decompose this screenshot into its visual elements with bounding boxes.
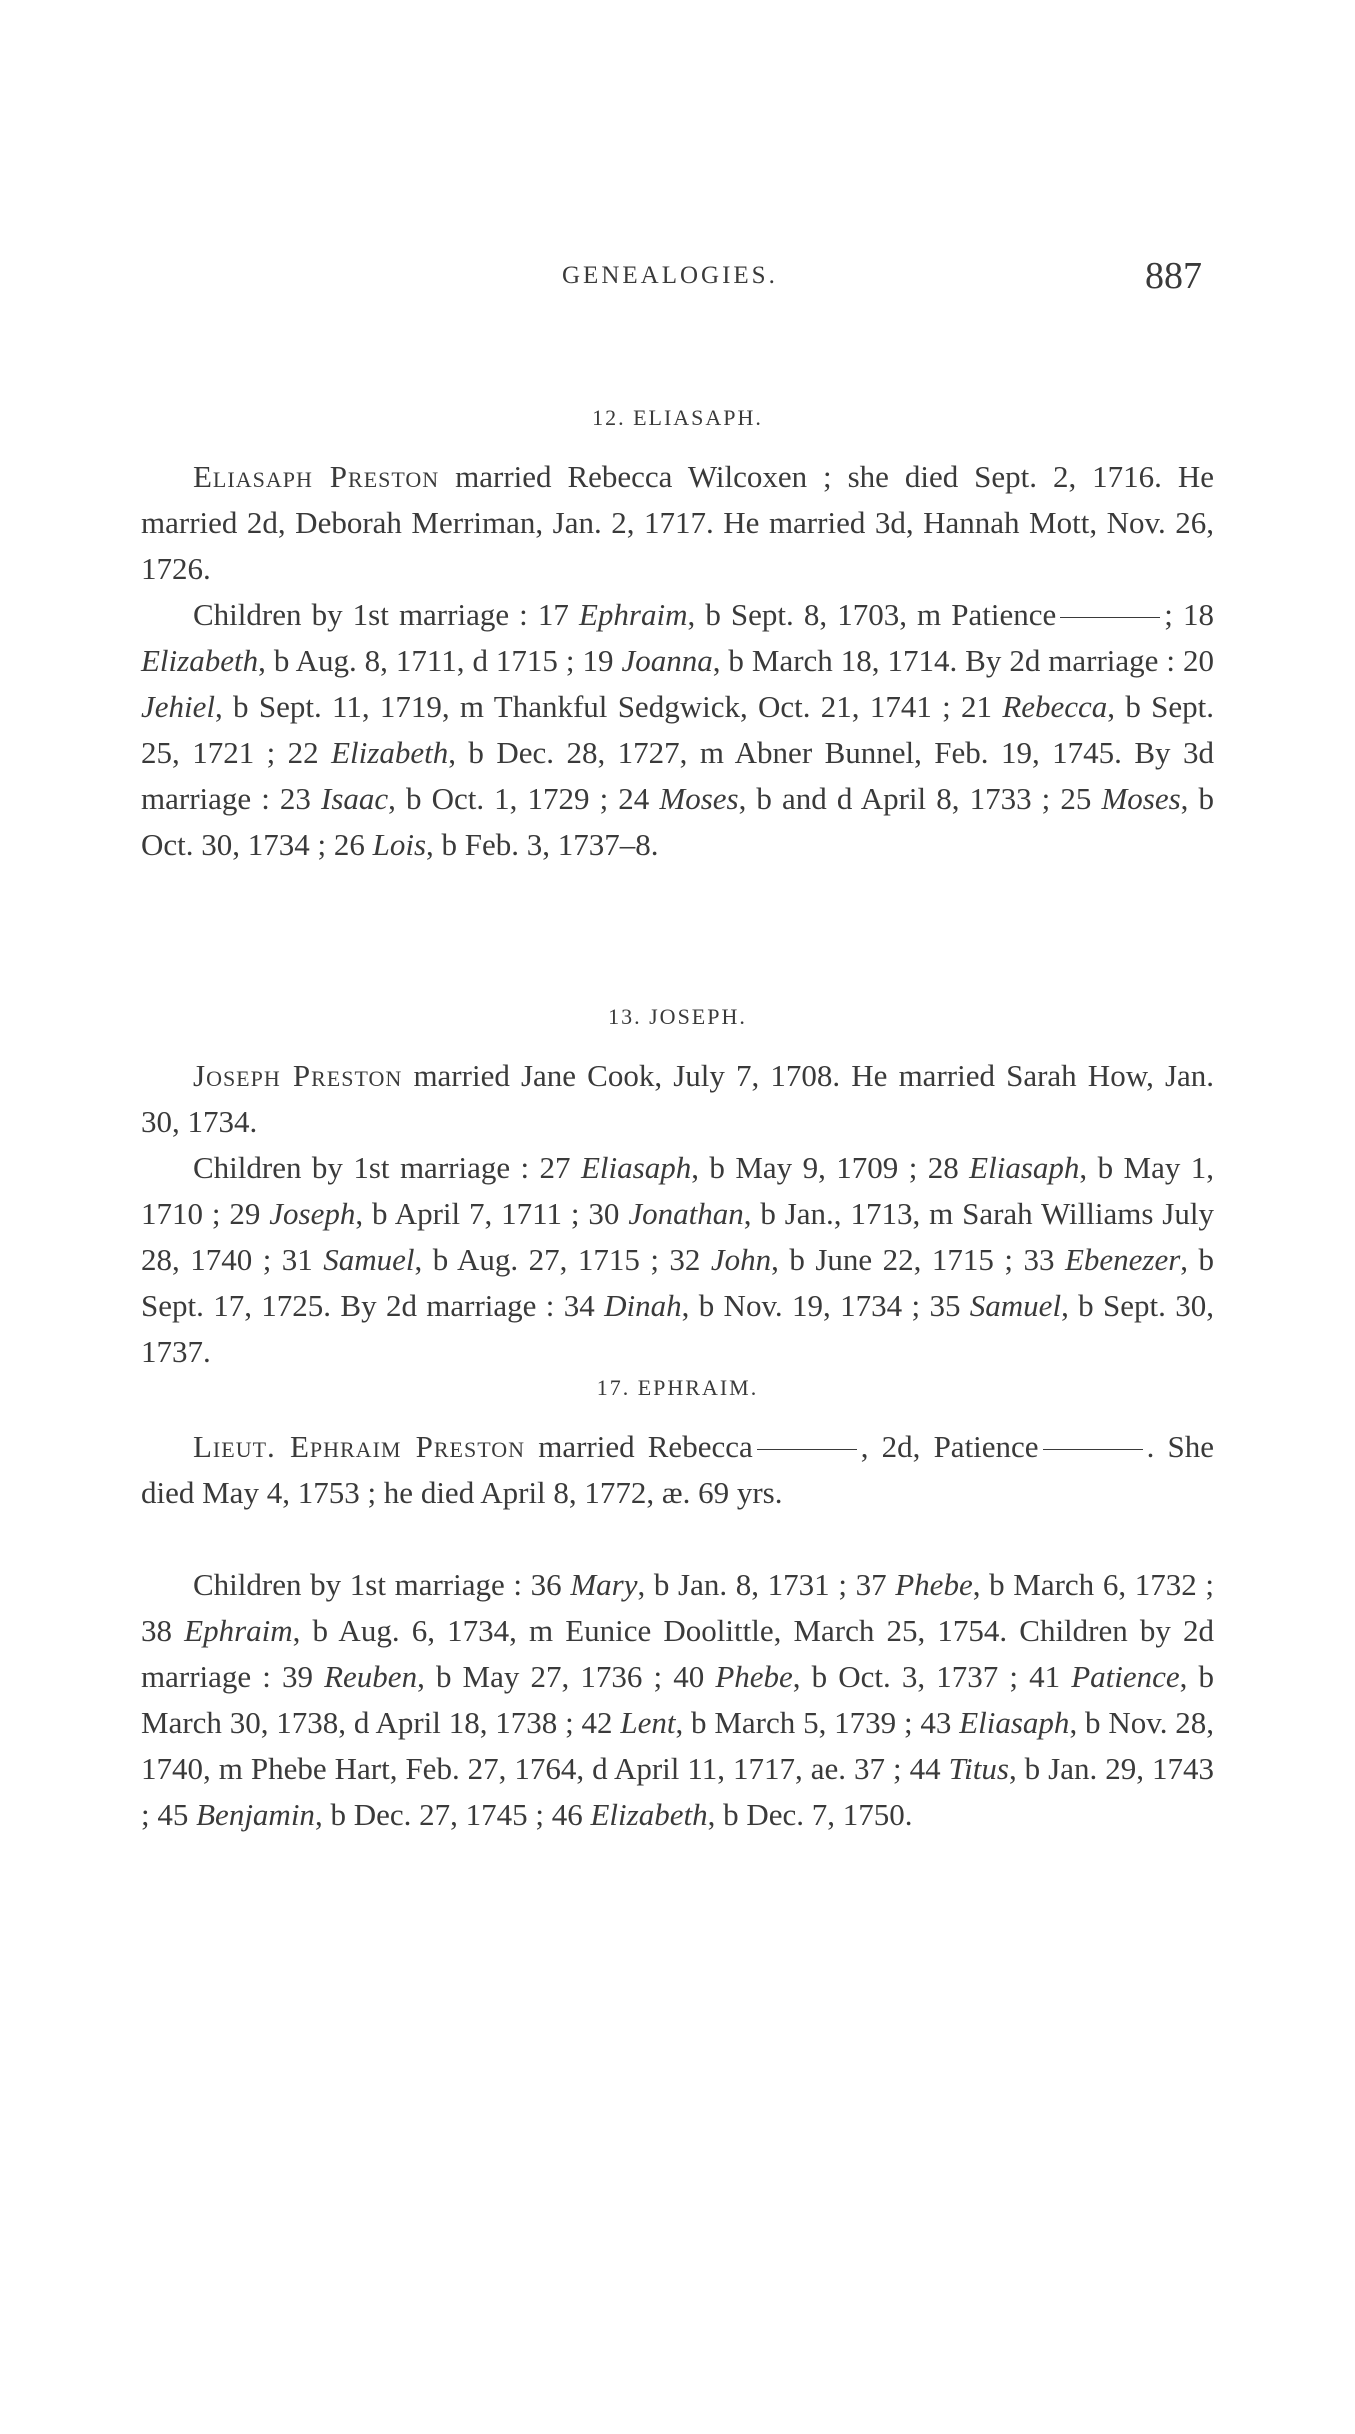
child-name: Ebenezer — [1064, 1242, 1181, 1277]
child-name: Moses — [659, 781, 739, 816]
blank-dash — [1043, 1449, 1143, 1450]
text-run: , b Dec. 28, 1727, m Abner Bunnel, Feb. 19, 1745. By 3d marriage : 23 — [141, 735, 1214, 816]
child-name: Eliasaph — [959, 1705, 1070, 1740]
children-list-ephraim — [141, 1562, 1214, 1838]
child-name: Jonathan — [628, 1196, 744, 1231]
section-intro-ephraim — [141, 1424, 1214, 1516]
child-name: Elizabeth — [590, 1797, 708, 1832]
child-name: Benjamin — [196, 1797, 315, 1832]
child-name: Mary — [570, 1567, 638, 1602]
child-name: John — [710, 1242, 772, 1277]
text-run: married Rebecca — [538, 1429, 753, 1464]
child-name: Phebe — [715, 1659, 793, 1694]
child-name: Elizabeth — [141, 643, 259, 678]
text-run: , b April 7, 1711 ; 30 — [355, 1196, 629, 1231]
child-name: Jehiel — [141, 689, 216, 724]
text-run: , b March 6, 1732 ; 38 — [141, 1567, 1214, 1648]
child-name: Dinah — [604, 1288, 682, 1323]
child-name: Lent — [620, 1705, 676, 1740]
child-name: Samuel — [969, 1288, 1062, 1323]
blank-dash — [1060, 617, 1160, 618]
text-run: , b Oct. 3, 1737 ; 41 — [792, 1659, 1072, 1694]
child-name: Eliasaph — [581, 1150, 692, 1185]
person-name: Lieut. Ephraim Preston — [193, 1429, 526, 1464]
child-name: Lois — [372, 827, 427, 862]
child-name: Isaac — [321, 781, 389, 816]
child-name: Joseph — [269, 1196, 356, 1231]
page-number: 887 — [1145, 255, 1202, 297]
text-run: , b March 5, 1739 ; 43 — [675, 1705, 960, 1740]
text-run: , b Sept. 25, 1721 ; 22 — [141, 689, 1214, 770]
child-name: Rebecca — [1002, 689, 1108, 724]
child-name: Ephraim — [578, 597, 688, 632]
children-list-joseph — [141, 1145, 1214, 1375]
children-list-eliasaph — [141, 592, 1214, 868]
running-title: GENEALOGIES. — [562, 262, 778, 289]
text-run: , b Jan., 1713, m Sarah Williams July 28, 1740 ; 31 — [141, 1196, 1214, 1277]
child-name: Reuben — [324, 1659, 418, 1694]
text-run: , b Sept. 30, 1737. — [141, 1288, 1214, 1369]
intro-text: married Rebecca Wilcoxen ; she died Sept. 2, 1716. He married 2d, Deborah Merriman, Jan. 2, 1717. He married 3d, Hannah Mott, Nov. 26, 1726. — [141, 459, 1214, 586]
text-run: , b Nov. 28, 1740, m Phebe Hart, Feb. 27, 1764, d April 11, 1717, ae. 37 ; 44 — [141, 1705, 1215, 1786]
text-run: Children by 1st marriage : 27 — [193, 1150, 581, 1185]
text-run: , b Jan. 8, 1731 ; 37 — [637, 1567, 896, 1602]
text-run: , b Sept. 8, 1703, m Patience — [687, 597, 1057, 632]
text-run: ; 18 — [1164, 597, 1214, 632]
text-run: , b June 22, 1715 ; 33 — [771, 1242, 1065, 1277]
text-run: Children by 1st marriage : 17 — [193, 597, 579, 632]
text-run: . She died May 4, 1753 ; he died April 8, 1772, æ. 69 yrs. — [141, 1429, 1214, 1510]
text-run: , b Dec. 7, 1750. — [707, 1797, 913, 1832]
text-run: , b and d April 8, 1733 ; 25 — [738, 781, 1102, 816]
section-intro-eliasaph — [141, 454, 1214, 592]
child-name: Moses — [1101, 781, 1181, 816]
text-run: , b Oct. 1, 1729 ; 24 — [388, 781, 660, 816]
intro-text: married Jane Cook, July 7, 1708. He married Sarah How, Jan. 30, 1734. — [141, 1058, 1215, 1139]
section-heading-joseph: 13. JOSEPH. — [608, 1004, 747, 1029]
section-heading-eliasaph: 12. ELIASAPH. — [592, 405, 763, 430]
child-name: Phebe — [895, 1567, 973, 1602]
blank-dash — [757, 1449, 857, 1450]
text-run: , b March 30, 1738, d April 18, 1738 ; 42 — [141, 1659, 1215, 1740]
text-run: , b May 27, 1736 ; 40 — [417, 1659, 716, 1694]
child-name: Samuel — [323, 1242, 415, 1277]
section-intro-joseph — [141, 1053, 1214, 1145]
person-name: Eliasaph Preston — [193, 459, 440, 494]
child-name: Eliasaph — [969, 1150, 1080, 1185]
child-name: Ephraim — [184, 1613, 293, 1648]
text-run: , b Nov. 19, 1734 ; 35 — [681, 1288, 970, 1323]
child-name: Titus — [948, 1751, 1009, 1786]
text-run: , b May 1, 1710 ; 29 — [141, 1150, 1215, 1231]
text-run: , b Jan. 29, 1743 ; 45 — [141, 1751, 1214, 1832]
child-name: Patience — [1071, 1659, 1180, 1694]
text-run: , b Dec. 27, 1745 ; 46 — [314, 1797, 591, 1832]
text-run: , b Aug. 8, 1711, d 1715 ; 19 — [258, 643, 622, 678]
text-run: , b March 18, 1714. By 2d marriage : 20 — [712, 643, 1214, 678]
running-head — [0, 255, 1355, 302]
text-run: Children by 1st marriage : 36 — [193, 1567, 571, 1602]
text-run: , b Oct. 30, 1734 ; 26 — [141, 781, 1214, 862]
text-run: , b Sept. 11, 1719, m Thankful Sedgwick, Oct. 21, 1741 ; 21 — [215, 689, 1003, 724]
text-run: , b Aug. 27, 1715 ; 32 — [414, 1242, 711, 1277]
child-name: Joanna — [621, 643, 713, 678]
text-run: , b Aug. 6, 1734, m Eunice Doolittle, March 25, 1754. Children by 2d marriage : 39 — [141, 1613, 1215, 1694]
child-name: Elizabeth — [331, 735, 449, 770]
person-name: Joseph Preston — [193, 1058, 403, 1093]
text-run: , b May 9, 1709 ; 28 — [691, 1150, 970, 1185]
text-run: , b Sept. 17, 1725. By 2d marriage : 34 — [141, 1242, 1215, 1323]
section-heading-ephraim: 17. EPHRAIM. — [596, 1375, 759, 1400]
text-run: , b Feb. 3, 1737–8. — [426, 827, 659, 862]
text-run: , 2d, Patience — [860, 1429, 1039, 1464]
